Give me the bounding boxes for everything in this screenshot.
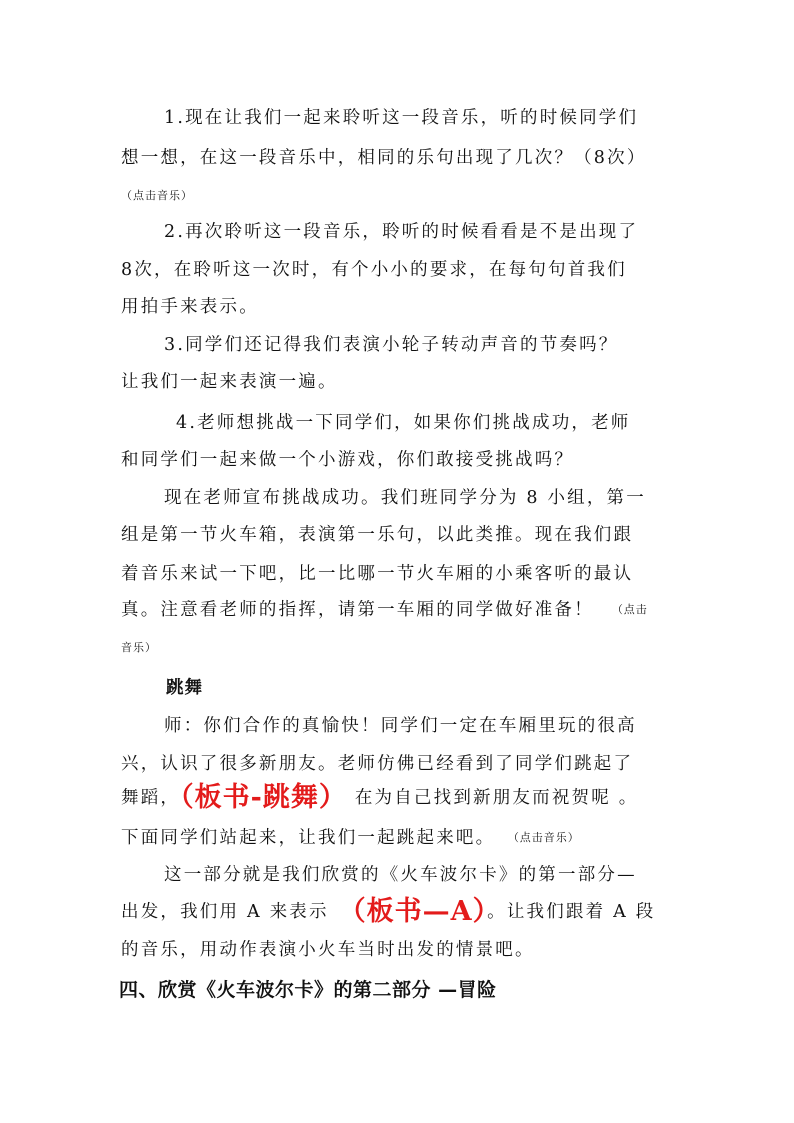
paragraph-7-line-2 <box>121 896 656 927</box>
paragraph-6-line-4 <box>121 826 580 850</box>
board-note-a: （板书—A） <box>338 896 488 927</box>
paragraph-5-note <box>121 636 157 660</box>
paragraph-3-line-1: 3.同学们还记得我们表演小轮子转动声音的节奏吗？ <box>164 335 619 355</box>
paragraph-5-line-1: 现在老师宣布挑战成功。我们班同学分为 8 小组，第一 <box>164 488 646 508</box>
paragraph-5-line-2: 组是第一节火车箱，表演第一乐句，以此类推。现在我们跟 <box>121 525 634 545</box>
paragraph-4-line-1: 4.老师想挑战一下同学们，如果你们挑战成功，老师 <box>176 413 631 433</box>
paragraph-6-line-1: 师：你们合作的真愉快！同学们一定在车厢里玩的很高 <box>164 716 637 736</box>
click-music-note: （点击 <box>611 603 648 616</box>
paragraph-5-line-4 <box>121 598 648 622</box>
paragraph-6-line-4-text: 下面同学们站起来，让我们一起跳起来吧。 <box>121 828 496 848</box>
paragraph-6-line-3-start: 舞蹈， <box>121 788 181 808</box>
click-music-note: （点击音乐） <box>513 831 580 844</box>
click-music-note: （点击音乐） <box>121 189 193 202</box>
section-title-dance: 跳舞 <box>166 678 203 698</box>
paragraph-4-line-2: 和同学们一起来做一个小游戏，你们敢接受挑战吗？ <box>121 450 575 470</box>
paragraph-6-line-2: 兴，认识了很多新朋友。老师仿佛已经看到了同学们跳起了 <box>121 754 634 774</box>
paragraph-2-line-2: 8次，在聆听这一次时，有个小小的要求，在每句句首我们 <box>121 260 627 280</box>
paragraph-1-line-1: 1.现在让我们一起来聆听这一段音乐，听的时候同学们 <box>164 108 639 128</box>
paragraph-5-line-4-text: 真。注意看老师的指挥，请第一车厢的同学做好准备！ <box>121 600 594 620</box>
board-note-dance: （板书-跳舞） <box>180 782 347 813</box>
paragraph-6-line-3 <box>121 782 639 813</box>
paragraph-3-line-2: 让我们一起来表演一遍。 <box>121 372 338 392</box>
section-heading-four: 四、欣赏《火车波尔卡》的第二部分 —冒险 <box>119 979 497 1001</box>
paragraph-5-line-3: 着音乐来试一下吧，比一比哪一节火车厢的小乘客听的最认 <box>121 564 634 584</box>
paragraph-6-line-3-end: 在为自己找到新朋友而祝贺呢 。 <box>354 788 639 808</box>
click-music-note-continued: 音乐） <box>121 641 157 654</box>
paragraph-1-note <box>121 184 193 208</box>
paragraph-7-line-1: 这一部分就是我们欣赏的《火车波尔卡》的第一部分— <box>164 865 637 885</box>
paragraph-7-line-3: 的音乐，用动作表演小火车当时出发的情景吧。 <box>121 940 535 960</box>
paragraph-2-line-1: 2.再次聆听这一段音乐，聆听的时候看看是不是出现了 <box>164 222 639 242</box>
paragraph-2-line-3: 用拍手来表示。 <box>121 297 259 317</box>
paragraph-7-line-2-end: 。让我们跟着 A 段 <box>487 902 656 922</box>
paragraph-7-line-2-start: 出发，我们用 A 来表示 <box>121 902 329 922</box>
paragraph-1-line-2: 想一想，在这一段音乐中，相同的乐句出现了几次？（8次） <box>121 148 647 168</box>
